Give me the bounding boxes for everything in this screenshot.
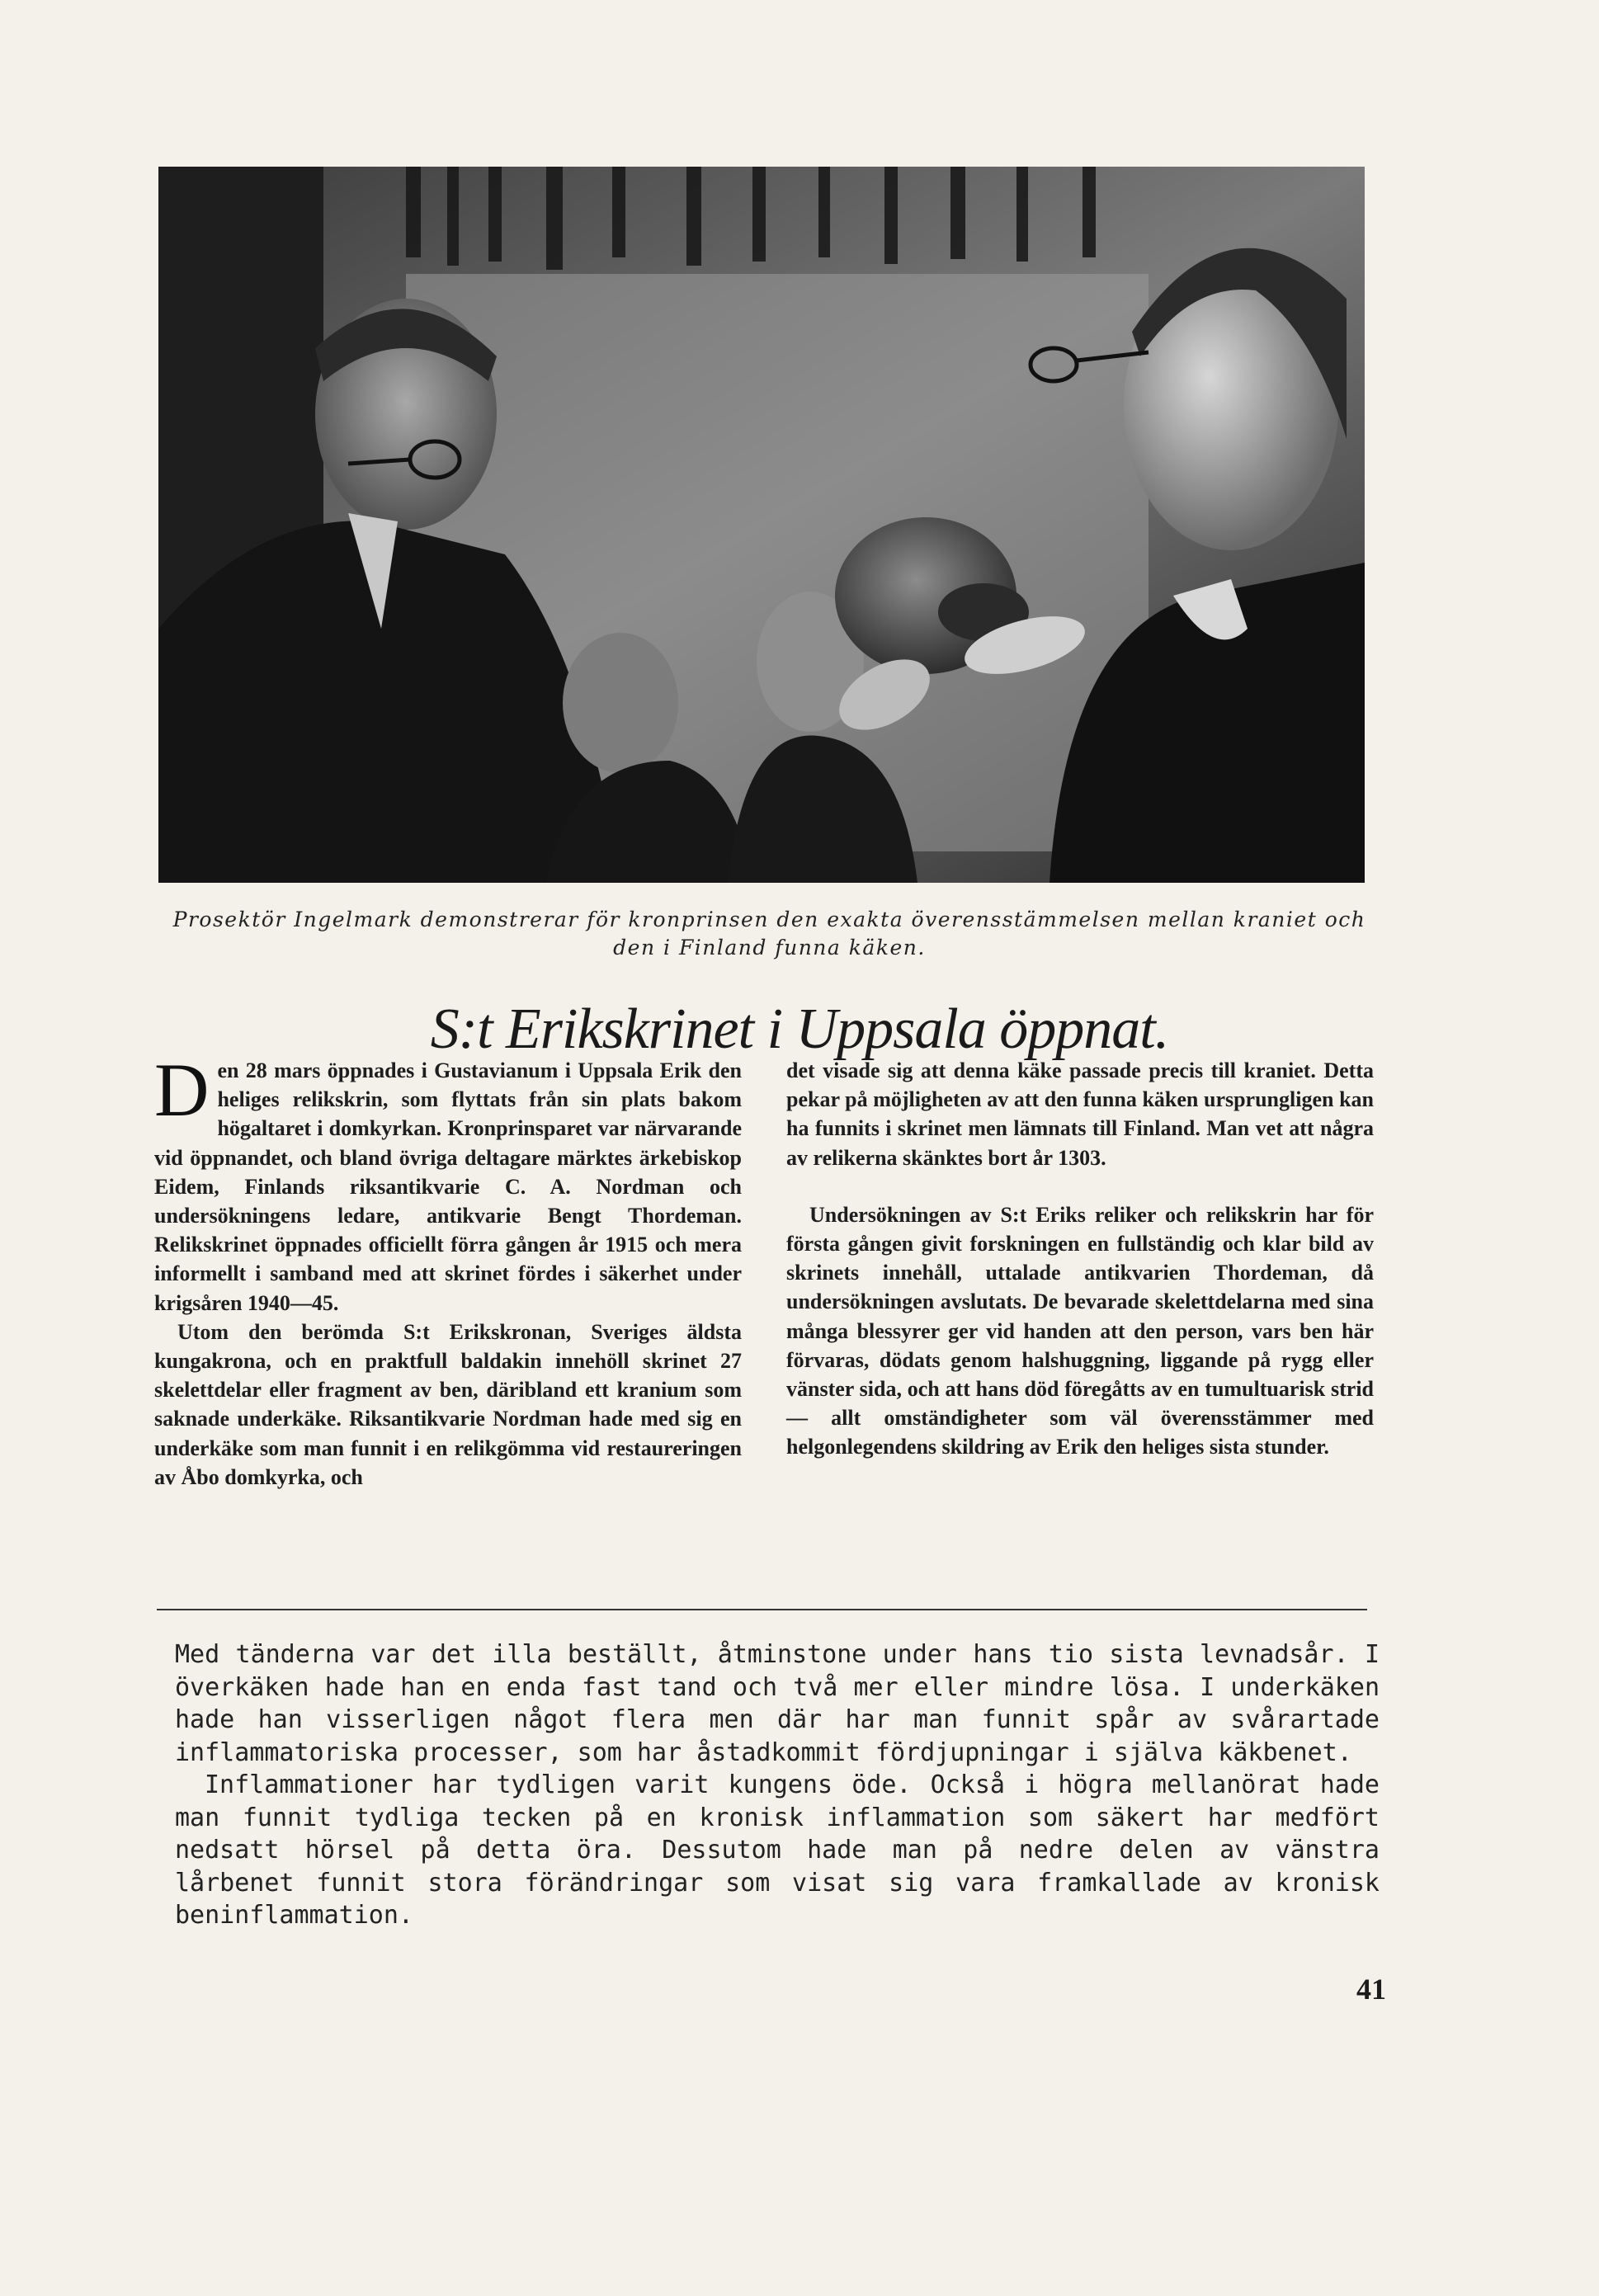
article-headline: S:t Erikskrinet i Uppsala öppnat. bbox=[430, 997, 1169, 1061]
article-column-right bbox=[786, 1056, 1374, 1462]
body-paragraph: Inflammationer har tydligen varit kungens öde. Också i högra mellanörat hade man funnit tydliga tecken på en kronisk inflammation som säkert har medfört nedsatt hörsel på detta öra. Dessutom hade man på nedre delen av vänstra lårbenet funnit stora förändringar som visat sig vara framkallade av kronisk beninflammation. bbox=[175, 1770, 1380, 1930]
page-number: 41 bbox=[1356, 1973, 1386, 2006]
drop-cap: D bbox=[154, 1048, 210, 1132]
article-paragraph: Undersökningen av S:t Eriks reliker och relikskrin har för första gången givit forskningen en fullständig och klar bild av skrinets innehåll, uttalade antikvarien Thordeman, då undersökningen avslutats. De bevarade skelettdelarna med sina många blessyrer ger vid handen att den person, vars ben här förvaras, dödats genom halshuggning, liggande på rygg eller vänster sida, och att hans död föregåtts av en tumultuarisk strid — allt omständigheter som väl överensstämmer med helgonlegendens skildring av Erik den heliges sista stunder. bbox=[786, 1202, 1374, 1459]
article-paragraph: det visade sig att denna käke passade precis till kraniet. Detta pekar på möjligheten av att den funna käken ursprungligen kan ha funnits i skrinet men lämnats till Finland. Man vet att några av relikerna skänktes bort år 1303. bbox=[786, 1058, 1374, 1170]
photograph bbox=[158, 167, 1365, 883]
article-column-left bbox=[154, 1048, 742, 1492]
article-paragraph: Den 28 mars öppnades i Gustavianum i Uppsala Erik den heliges relikskrin, som flyttats från sin plats bakom högaltaret i domkyrkan. Kronprinsparet var närvarande vid öppnandet, och bland övriga deltagare märktes ärkebiskop Eidem, Finlands riksantikvarie C. A. Nordman och undersökningens ledare, antikvarie Bengt Thordeman. Relikskrinet öppnades officiellt förra gången år 1915 och mera informellt i samband med att skrinet fördes i säkerhet under krigsåren 1940—45. bbox=[154, 1048, 742, 1315]
continued-body-text bbox=[175, 1638, 1380, 1932]
body-paragraph: Med tänderna var det illa beställt, åtminstone under hans tio sista levnadsår. I överkäken hade han en enda fast tand och två mer eller mindre lösa. I underkäken hade han visserligen något flera men där har man funnit spår av svårartade inflammatoriska processer, som har åstadkommit fördjupningar i själva käkbenet. bbox=[175, 1640, 1380, 1767]
article-paragraph: Utom den berömda S:t Erikskronan, Sveriges äldsta kungakrona, och en praktfull baldakin innehöll skrinet 27 skelettdelar eller fragment av ben, däribland ett kranium som saknade underkäke. Riksantikvarie Nordman hade med sig en underkäke som man funnit i en relikgömma vid restaureringen av Åbo domkyrka, och bbox=[154, 1319, 742, 1489]
photograph-icon bbox=[158, 167, 1365, 883]
photo-caption: Prosektör Ingelmark demonstrerar för kronprinsen den exakta överensstämmelsen mellan kraniet och den i Finland funna käken. bbox=[172, 908, 1366, 959]
section-divider bbox=[157, 1609, 1367, 1610]
